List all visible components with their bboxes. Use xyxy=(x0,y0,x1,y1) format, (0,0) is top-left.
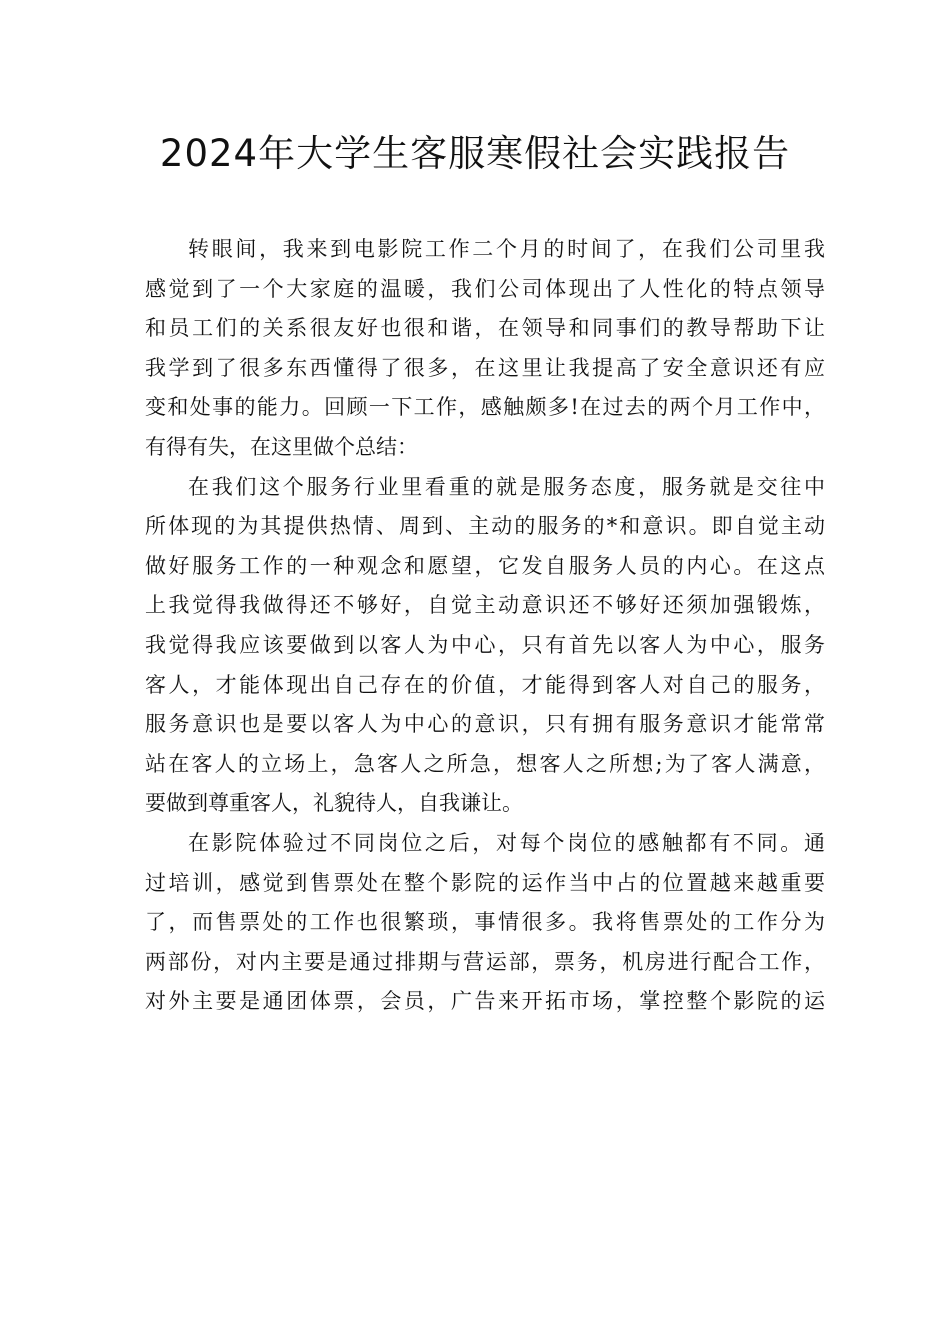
paragraph-2-line-4: 上我觉得我做得还不够好，自觉主动意识还不够好还须加强锻炼， xyxy=(145,593,825,618)
paragraph-2-line-6: 客人，才能体现出自己存在的价值，才能得到客人对自己的服务， xyxy=(145,672,825,697)
paragraph-2-line-2: 所体现的为其提供热情、周到、主动的服务的*和意识。即自觉主动 xyxy=(145,514,825,539)
paragraph-2-line-5: 我觉得我应该要做到以客人为中心，只有首先以客人为中心，服务 xyxy=(145,632,825,657)
paragraph-1-line-5: 变和处事的能力。回顾一下工作，感触颇多!在过去的两个月工作中， xyxy=(145,395,825,420)
paragraph-2-line-3: 做好服务工作的一种观念和愿望，它发自服务人员的内心。在这点 xyxy=(145,553,825,578)
paragraph-3-line-3: 了，而售票处的工作也很繁琐，事情很多。我将售票处的工作分为 xyxy=(145,910,825,935)
paragraph-1-line-6: 有得有失，在这里做个总结： xyxy=(145,434,418,459)
paragraph-3-line-1: 在影院体验过不同岗位之后，对每个岗位的感触都有不同。通 xyxy=(188,830,825,855)
paragraph-1-line-1: 转眼间，我来到电影院工作二个月的时间了，在我们公司里我 xyxy=(188,237,825,261)
paragraph-2-line-1: 在我们这个服务行业里看重的就是服务态度，服务就是交往中 xyxy=(188,474,825,499)
paragraph-2-line-9: 要做到尊重客人，礼貌待人，自我谦让。 xyxy=(145,791,523,816)
paragraph-2-line-7: 服务意识也是要以客人为中心的意识，只有拥有服务意识才能常常 xyxy=(145,712,825,737)
paragraph-1-line-3: 和员工们的关系很友好也很和谐，在领导和同事们的教导帮助下让 xyxy=(145,316,825,341)
paragraph-3-line-2: 过培训，感觉到售票处在整个影院的运作当中占的位置越来越重要 xyxy=(145,870,825,895)
paragraph-3-line-4: 两部份，对内主要是通过排期与营运部，票务，机房进行配合工作， xyxy=(145,949,825,974)
document-body xyxy=(145,230,825,1022)
paragraph-2-line-8: 站在客人的立场上，急客人之所急，想客人之所想;为了客人满意， xyxy=(145,751,825,776)
paragraph-1-line-4: 我学到了很多东西懂得了很多，在这里让我提高了安全意识还有应 xyxy=(145,355,825,380)
document-title: 2024年大学生客服寒假社会实践报告 xyxy=(159,132,791,175)
paragraph-1-line-2: 感觉到了一个大家庭的温暖，我们公司体现出了人性化的特点领导 xyxy=(145,276,825,301)
paragraph-3-line-5: 对外主要是通团体票，会员，广告来开拓市场，掌控整个影院的运 xyxy=(145,989,825,1014)
